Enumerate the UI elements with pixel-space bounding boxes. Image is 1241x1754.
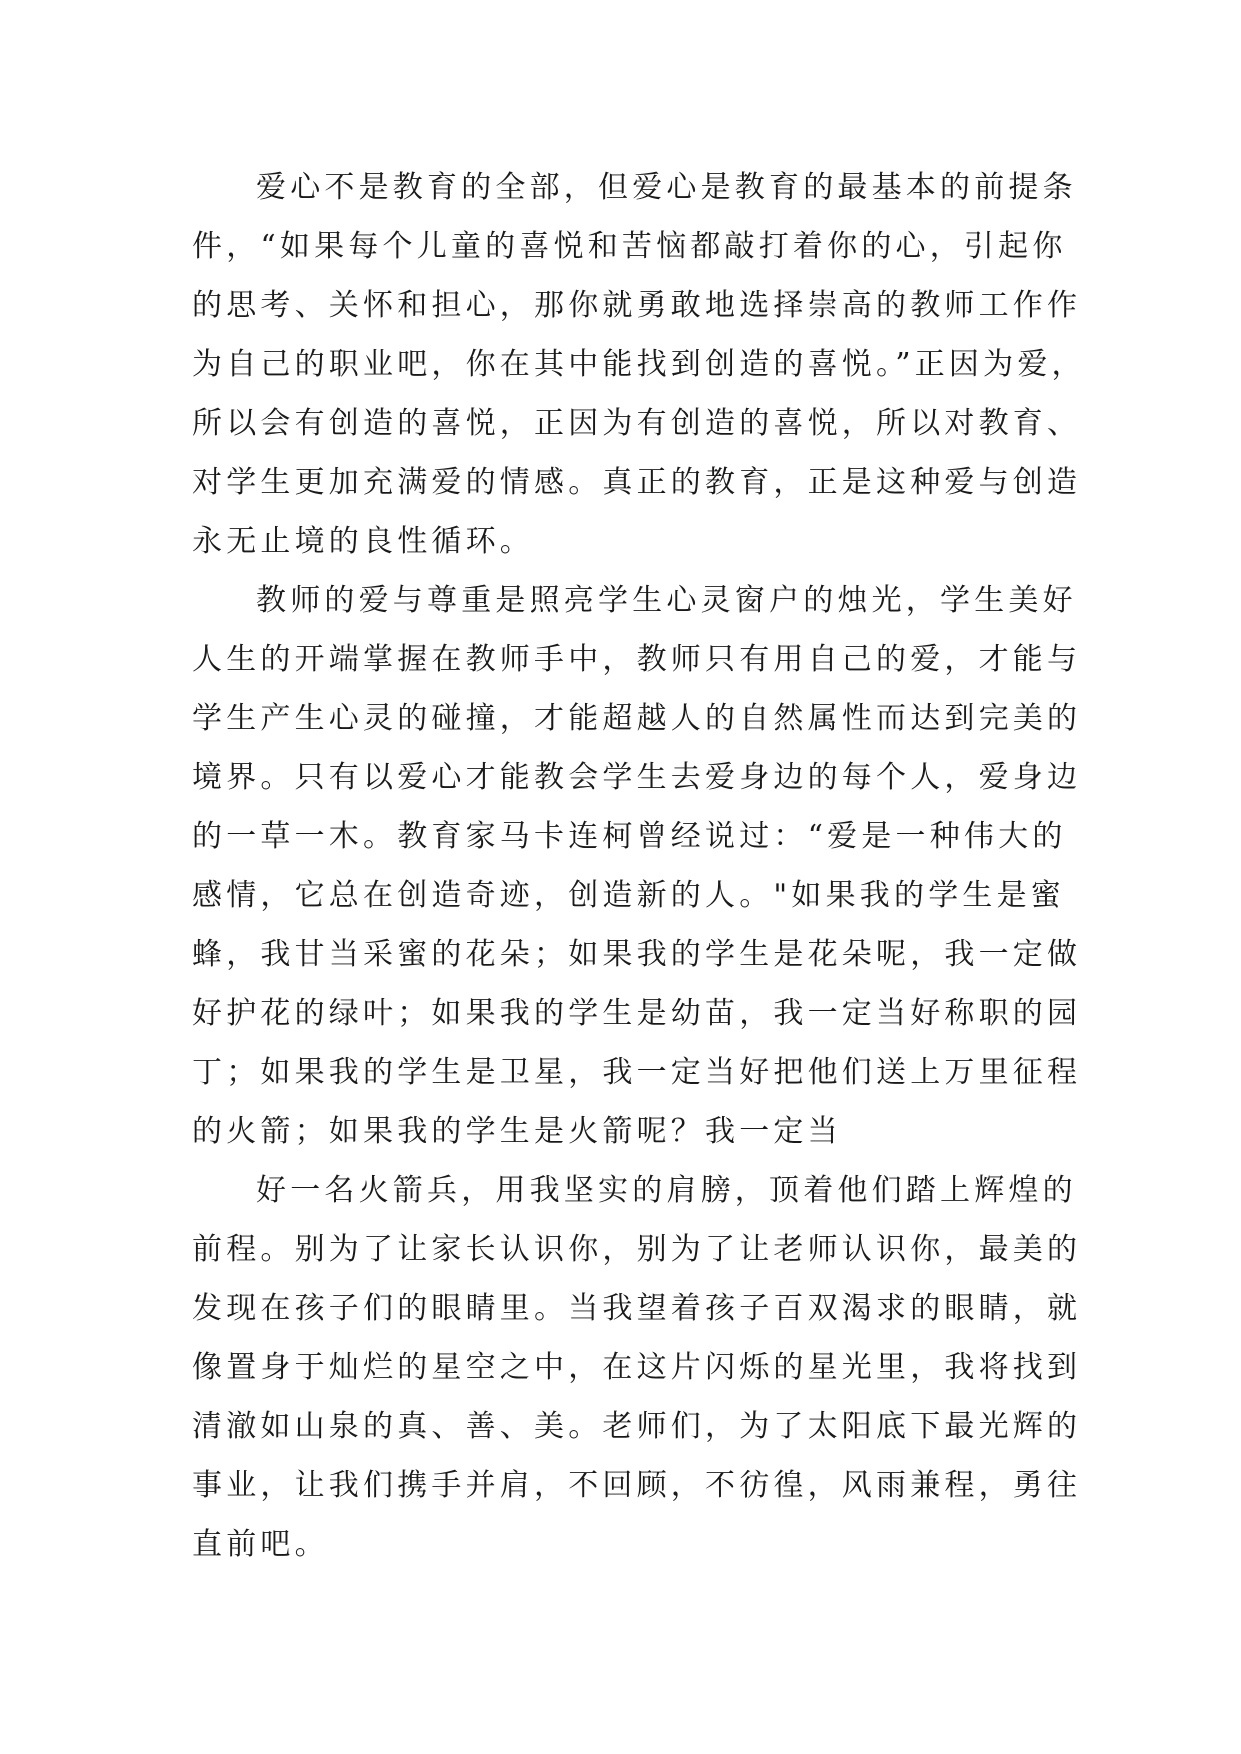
text-line: 事业，让我们携手并肩，不回顾，不彷徨，风雨兼程，勇往	[192, 1468, 1082, 1503]
paragraph-1	[192, 158, 1086, 571]
text-line: 好护花的绿叶；如果我的学生是幼苗，我一定当好称职的园	[192, 996, 1082, 1031]
text-line: 的一草一木。教育家马卡连柯曾经说过：“爱是一种伟大的	[192, 819, 1067, 854]
text-line: 丁；如果我的学生是卫星，我一定当好把他们送上万里征程	[192, 1055, 1082, 1090]
text-line: 像置身于灿烂的星空之中，在这片闪烁的星光里，我将找到	[192, 1350, 1082, 1385]
text-line: 发现在孩子们的眼睛里。当我望着孩子百双渴求的眼睛，就	[192, 1291, 1082, 1326]
text-line: 永无止境的良性循环。	[192, 524, 534, 559]
text-line: 所以会有创造的喜悦，正因为有创造的喜悦，所以对教育、	[192, 406, 1082, 441]
text-line: 件，“如果每个儿童的喜悦和苦恼都敲打着你的心，引起你	[192, 229, 1067, 264]
paragraph-3	[192, 1161, 1082, 1574]
text-line: 清澈如山泉的真、善、美。老师们，为了太阳底下最光辉的	[192, 1409, 1082, 1444]
text-line: 感情，它总在创造奇迹，创造新的人。"如果我的学生是蜜	[192, 878, 1065, 913]
text-line: 爱心不是教育的全部，但爱心是教育的最基本的前提条	[256, 170, 1077, 205]
text-line: 为自己的职业吧，你在其中能找到创造的喜悦。”正因为爱，	[192, 347, 1086, 382]
text-line: 人生的开端掌握在教师手中，教师只有用自己的爱，才能与	[192, 642, 1082, 677]
text-line: 的火箭；如果我的学生是火箭呢？我一定当	[192, 1114, 842, 1149]
text-line: 学生产生心灵的碰撞，才能超越人的自然属性而达到完美的	[192, 701, 1082, 736]
document-body	[192, 158, 1086, 1574]
text-line: 境界。只有以爱心才能教会学生去爱身边的每个人，爱身边	[192, 760, 1082, 795]
text-line: 教师的爱与尊重是照亮学生心灵窗户的烛光，学生美好	[256, 583, 1077, 618]
text-line: 直前吧。	[192, 1527, 329, 1562]
text-line: 好一名火箭兵，用我坚实的肩膀，顶着他们踏上辉煌的	[256, 1173, 1077, 1208]
text-line: 蜂，我甘当采蜜的花朵；如果我的学生是花朵呢，我一定做	[192, 937, 1082, 972]
text-line: 对学生更加充满爱的情感。真正的教育，正是这种爱与创造	[192, 465, 1082, 500]
paragraph-2	[192, 571, 1082, 1161]
text-line: 的思考、关怀和担心，那你就勇敢地选择崇高的教师工作作	[192, 288, 1082, 323]
text-line: 前程。别为了让家长认识你，别为了让老师认识你，最美的	[192, 1232, 1082, 1267]
